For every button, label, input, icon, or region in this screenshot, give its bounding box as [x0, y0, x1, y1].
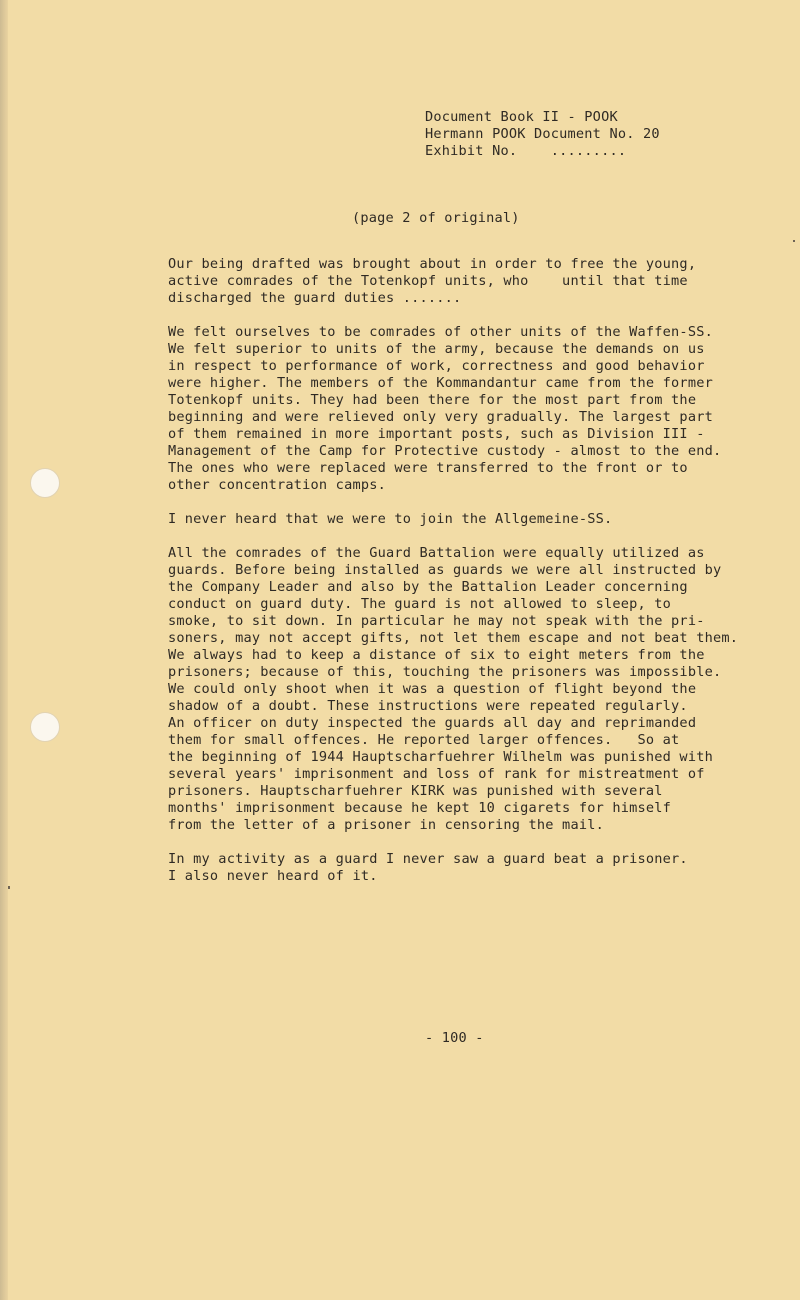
- text-line: the Company Leader and also by the Battalion Leader concerning: [168, 579, 688, 595]
- text-line: We felt ourselves to be comrades of other units of the Waffen-SS.: [168, 324, 713, 340]
- text-line: soners, may not accept gifts, not let them escape and not beat them.: [168, 630, 739, 646]
- punch-hole: [30, 712, 60, 742]
- text-line: the beginning of 1944 Hauptscharfuehrer Wilhelm was punished with: [168, 749, 713, 765]
- page-number: - 100 -: [425, 1030, 484, 1046]
- text-line: conduct on guard duty. The guard is not allowed to sleep, to: [168, 596, 672, 612]
- document-header: [425, 109, 785, 160]
- text-line: of them remained in more important posts, such as Division III -: [168, 426, 705, 442]
- text-line: Totenkopf units. They had been there for the most part from the: [168, 392, 697, 408]
- text-line: Our being drafted was brought about in order to free the young,: [168, 256, 697, 272]
- text-line: In my activity as a guard I never saw a guard beat a prisoner.: [168, 851, 688, 867]
- text-line: discharged the guard duties .......: [168, 290, 462, 306]
- text-line: Management of the Camp for Protective custody - almost to the end.: [168, 443, 722, 459]
- text-line: beginning and were relieved only very gradually. The largest part: [168, 409, 713, 425]
- body-text: [168, 256, 798, 902]
- text-line: We could only shoot when it was a question of flight beyond the: [168, 681, 697, 697]
- text-line: smoke, to sit down. In particular he may not speak with the pri-: [168, 613, 705, 629]
- exhibit-number-line: Exhibit No. .........: [425, 143, 627, 159]
- text-line: them for small offences. He reported larger offences. So at: [168, 732, 680, 748]
- text-line: from the letter of a prisoner in censoring the mail.: [168, 817, 604, 833]
- paragraph: [168, 324, 798, 494]
- text-line: guards. Before being installed as guards we were all instructed by: [168, 562, 722, 578]
- paragraph: [168, 545, 798, 834]
- paragraph: [168, 851, 798, 885]
- text-line: active comrades of the Totenkopf units, who until that time: [168, 273, 688, 289]
- ink-speck: [793, 240, 795, 242]
- page-edge: [0, 0, 8, 1300]
- text-line: An officer on duty inspected the guards all day and reprimanded: [168, 715, 697, 731]
- punch-hole: [30, 468, 60, 498]
- text-line: I never heard that we were to join the Allgemeine-SS.: [168, 511, 613, 527]
- text-line: were higher. The members of the Kommandantur came from the former: [168, 375, 713, 391]
- text-line: in respect to performance of work, correctness and good behavior: [168, 358, 705, 374]
- paragraph: [168, 256, 798, 307]
- text-line: several years' imprisonment and loss of rank for mistreatment of: [168, 766, 705, 782]
- paragraph: [168, 511, 798, 528]
- document-number-line: Hermann POOK Document No. 20: [425, 126, 660, 142]
- text-line: prisoners. Hauptscharfuehrer KIRK was punished with several: [168, 783, 663, 799]
- text-line: The ones who were replaced were transferred to the front or to: [168, 460, 688, 476]
- text-line: other concentration camps.: [168, 477, 386, 493]
- text-line: We felt superior to units of the army, because the demands on us: [168, 341, 705, 357]
- text-line: All the comrades of the Guard Battalion were equally utilized as: [168, 545, 705, 561]
- text-line: prisoners; because of this, touching the prisoners was impossible.: [168, 664, 722, 680]
- text-line: I also never heard of it.: [168, 868, 378, 884]
- ink-speck: [8, 886, 10, 889]
- text-line: shadow of a doubt. These instructions were repeated regularly.: [168, 698, 688, 714]
- document-book-line: Document Book II - POOK: [425, 109, 618, 125]
- text-line: months' imprisonment because he kept 10 cigarets for himself: [168, 800, 672, 816]
- original-page-reference: (page 2 of original): [352, 210, 520, 226]
- text-line: We always had to keep a distance of six to eight meters from the: [168, 647, 705, 663]
